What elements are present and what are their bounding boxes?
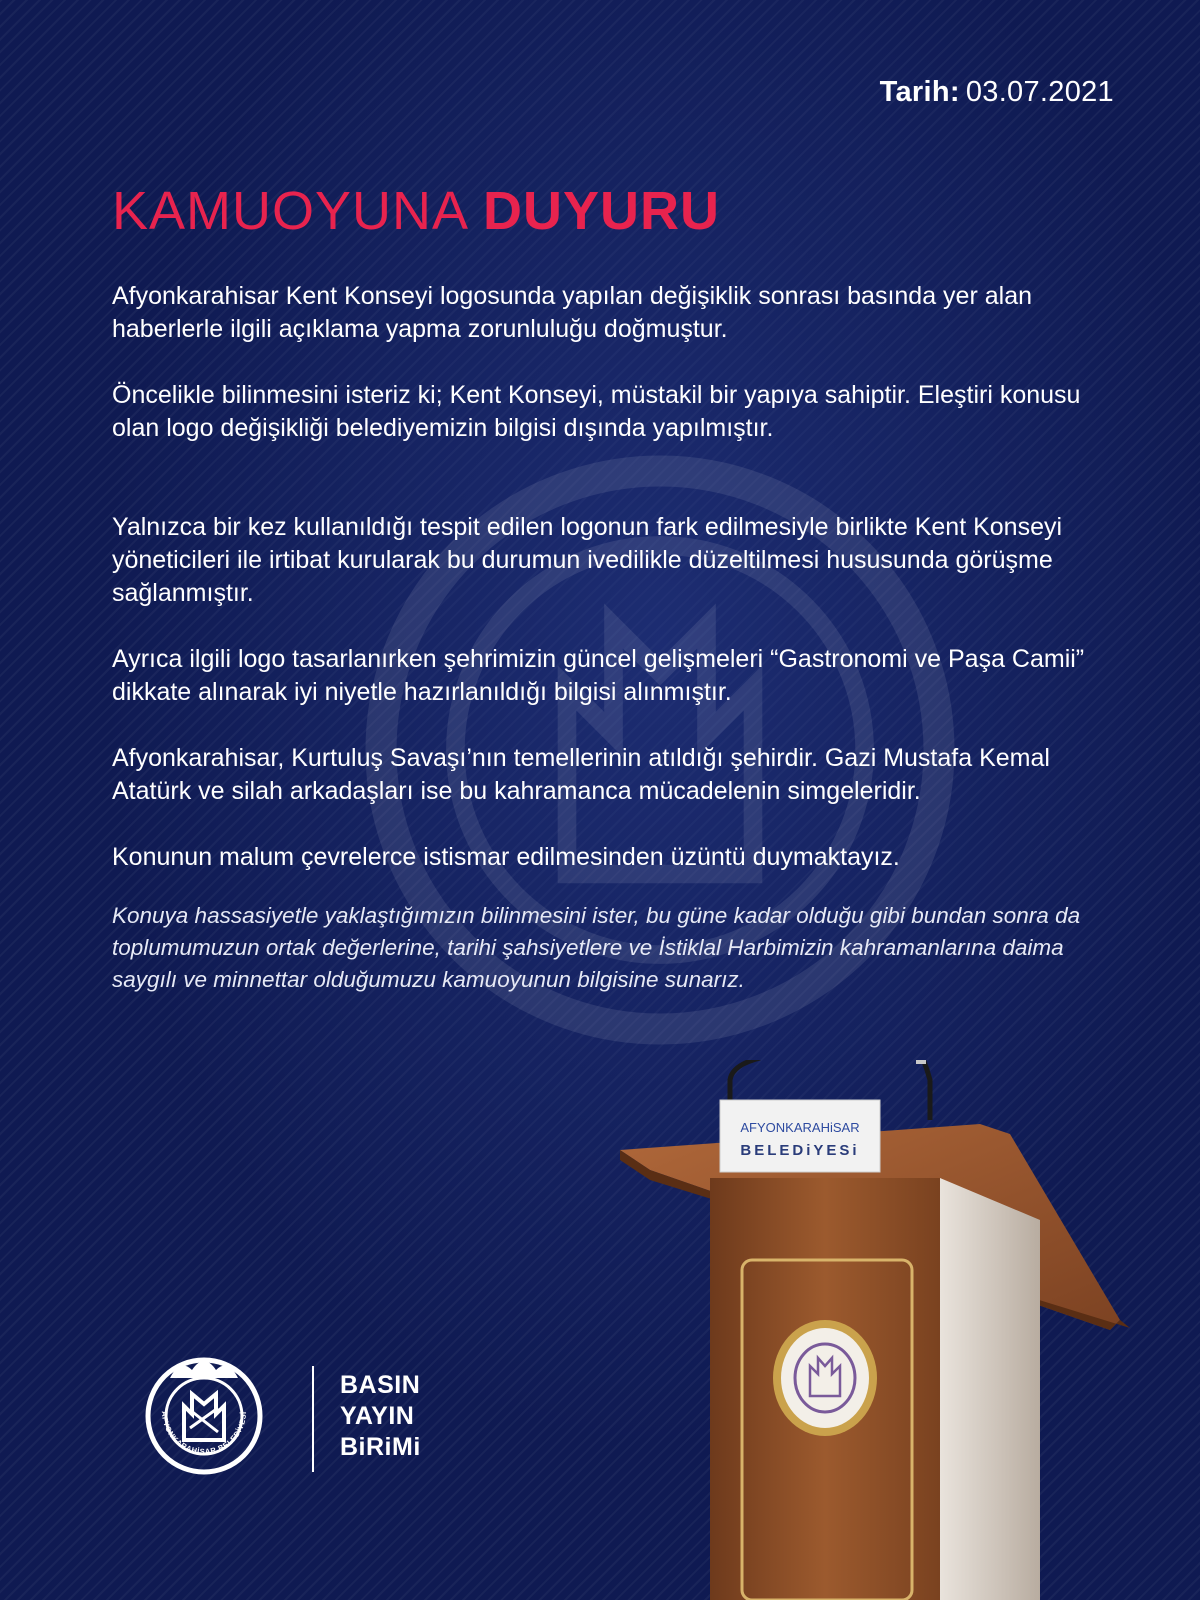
paragraph-4: Ayrıca ilgili logo tasarlanırken şehrimizin güncel gelişmeleri “Gastronomi ve Paşa Camii” dikkate alınarak iyi niyetle hazırlanıldığı bilgisi alınmıştır. [112,645,1085,706]
paragraph-5: Afyonkarahisar, Kurtuluş Savaşı’nın temellerinin atıldığı şehirdir. Gazi Mustafa Kemal Atatürk ve silah arkadaşları ise bu kahramanca mücadelenin simgeleridir. [112,744,1050,805]
svg-text:BELEDiYESi: BELEDiYESi [740,1142,860,1159]
unit-line-2: YAYIN [340,1402,415,1430]
paragraph-2: Öncelikle bilinmesini isteriz ki; Kent Konseyi, müstakil bir yapıya sahiptir. Eleştiri konusu olan logo değişikliği belediyemizin bilgisi dışında yapılmıştır. [112,381,1081,442]
municipality-seal-icon [140,1348,268,1476]
press-unit-name [340,1370,421,1463]
paragraph-closing: Konuya hassasiyetle yaklaştığımızın bilinmesini ister, bu güne kadar olduğu gibi bundan sonra da toplumumuzun ortak değerlerine, tarihi şahsiyetlere ve İstiklal Harbimizin kahramanlarına daima saygılı ve minnettar olduğumuzu kamuoyunun bilgisine sunarız. [112,903,1081,992]
date-label: Tarih: [879,76,960,108]
podium-illustration [620,1060,1180,1600]
unit-line-1: BASIN [340,1371,421,1399]
press-unit-logo [140,1348,440,1468]
logo-divider [312,1366,314,1472]
announcement-date [880,76,1114,109]
announcement-body [112,280,1112,996]
title-regular: KAMUOYUNA [112,181,470,241]
svg-text:AFYONKARAHiSAR: AFYONKARAHiSAR [740,1120,860,1135]
paragraph-1: Afyonkarahisar Kent Konseyi logosunda yapılan değişiklik sonrası basında yer alan haberlerle ilgili açıklama yapma zorunluluğu doğmuştur. [112,282,1032,343]
title-bold: DUYURU [483,181,721,241]
date-value: 03.07.2021 [965,76,1114,108]
unit-line-3: BiRiMi [340,1433,421,1461]
paragraph-3: Yalnızca bir kez kullanıldığı tespit edilen logonun fark edilmesiyle birlikte Kent Konseyi yöneticileri ile irtibat kurularak bu durumun ivedilikle düzeltilmesi hususunda görüşme sağlanmıştır. [112,513,1063,607]
svg-text:AFYONKARAHİSAR BELEDİYESİ: AFYONKARAHİSAR BELEDİYESİ [159,1410,249,1457]
page-title [112,180,720,242]
paragraph-6: Konunun malum çevrelerce istismar edilmesinden üzüntü duymaktayız. [112,843,900,871]
